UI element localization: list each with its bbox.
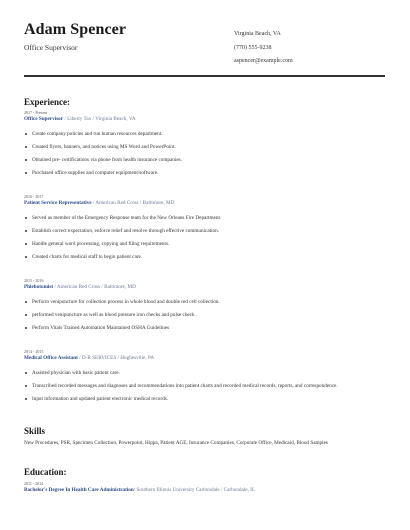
job-header: [24, 200, 389, 207]
bullet-dot-icon: [25, 133, 27, 135]
contact-phone: (770) 555-9238: [234, 44, 272, 51]
bullet-dot-icon: [25, 301, 27, 303]
bullet-item: Created flyers, banners, and notices using MS Word and PowerPoint.: [24, 141, 389, 154]
bullet-item: Create company policies and run human resources department.: [24, 128, 389, 141]
experience-heading: Experience:: [24, 97, 70, 107]
job-role: Phlebotomist: [24, 284, 54, 290]
bullet-dot-icon: [25, 230, 27, 232]
contact-info: [234, 28, 293, 69]
job-header: [24, 284, 389, 291]
job-date: 2017 - Present: [24, 110, 48, 115]
job-bullets: [24, 367, 389, 406]
job-org: / American Red Cross / Baltimore, MD: [53, 284, 136, 290]
education-entry: [24, 481, 389, 494]
contact-email: aspencer@example.com: [234, 58, 293, 64]
job-role: Office Supervisor: [24, 116, 64, 122]
header-divider: [24, 75, 385, 77]
bullet-item: Obtained pre- certifications via phone from health insurance companies.: [24, 154, 389, 167]
skills-list: New Procedures, PSR, Specimen Collection, Powerpoint, Hippa, Patient AGE, Insurance Companies, Corporate Office, Medicaid, Blood Samples: [24, 440, 328, 446]
job-bullets: [24, 128, 389, 180]
bullet-dot-icon: [25, 146, 27, 148]
bullet-dot-icon: [25, 314, 27, 316]
bullet-dot-icon: [25, 217, 27, 219]
job-org: / D-R SERVICES / Hughesville, PA: [77, 355, 155, 361]
bullet-dot-icon: [25, 159, 27, 161]
job-entry: [24, 110, 389, 180]
bullet-item: Assisted physician with basic patient care.: [24, 367, 389, 380]
job-date: 2016 - 2017: [24, 194, 44, 199]
education-degree: Bachelor's Degree In Health Care Administration: [24, 487, 134, 493]
bullet-item: Perform venipuncture for collection process in whole blood and double red cell collection.: [24, 296, 389, 309]
bullet-item: Created charts for medical staff to begin patient care.: [24, 251, 389, 264]
bullet-dot-icon: [25, 327, 27, 329]
skills-heading: Skills: [24, 426, 46, 436]
bullet-item: Input information and updated patient electronic medical records.: [24, 393, 389, 406]
job-date: 2015 - 2016: [24, 278, 44, 283]
job-bullets: [24, 212, 389, 264]
job-entry: [24, 278, 389, 335]
bullet-dot-icon: [25, 172, 27, 174]
bullet-item: Handle general word processing, copying and filing requirements.: [24, 238, 389, 251]
bullet-dot-icon: [25, 398, 27, 400]
candidate-name: Adam Spencer: [24, 21, 127, 38]
bullet-item: performed venipuncture as well as blood pressure iron checks and pulse check .: [24, 309, 389, 322]
contact-location: Virginia Beach, VA: [234, 31, 281, 37]
bullet-dot-icon: [25, 243, 27, 245]
bullet-item: Transcribed recorded messages and diagnoses and recommendations into patient charts and recorded medical records, reports, and correspondence.: [24, 380, 389, 393]
job-org: / American Red Cross / Baltimore, MD: [91, 200, 175, 206]
job-org: / Liberty Tax / Virginia Beach, VA: [63, 116, 136, 122]
education-date: 2011 - 2014: [24, 481, 44, 486]
education-header: [24, 487, 389, 494]
job-header: [24, 355, 389, 362]
job-entry: [24, 349, 389, 406]
bullet-item: Perform Vitals Trained Automation Maintained OSHA Guidelines: [24, 322, 389, 335]
bullet-item: Establish correct expectation, enforce relief and resolve through effective communication.: [24, 225, 389, 238]
job-entry: [24, 194, 389, 264]
job-role: Patient Service Representative: [24, 200, 92, 206]
bullet-item: Purchased office supplies and computer equipment/software.: [24, 167, 389, 180]
education-heading: Education:: [24, 467, 67, 477]
bullet-item: Served as member of the Emergency Response team for the New Orleans Fire Department.: [24, 212, 389, 225]
job-bullets: [24, 296, 389, 335]
bullet-dot-icon: [25, 256, 27, 258]
bullet-dot-icon: [25, 372, 27, 374]
job-header: [24, 116, 389, 123]
job-date: 2014 - 2015: [24, 349, 44, 354]
candidate-title: Office Supervisor: [24, 43, 78, 52]
bullet-dot-icon: [25, 385, 27, 387]
job-role: Medical Office Assistant: [24, 355, 78, 361]
education-school: / Southern Illinois University Carbondale / Carbondale, IL: [133, 487, 256, 493]
